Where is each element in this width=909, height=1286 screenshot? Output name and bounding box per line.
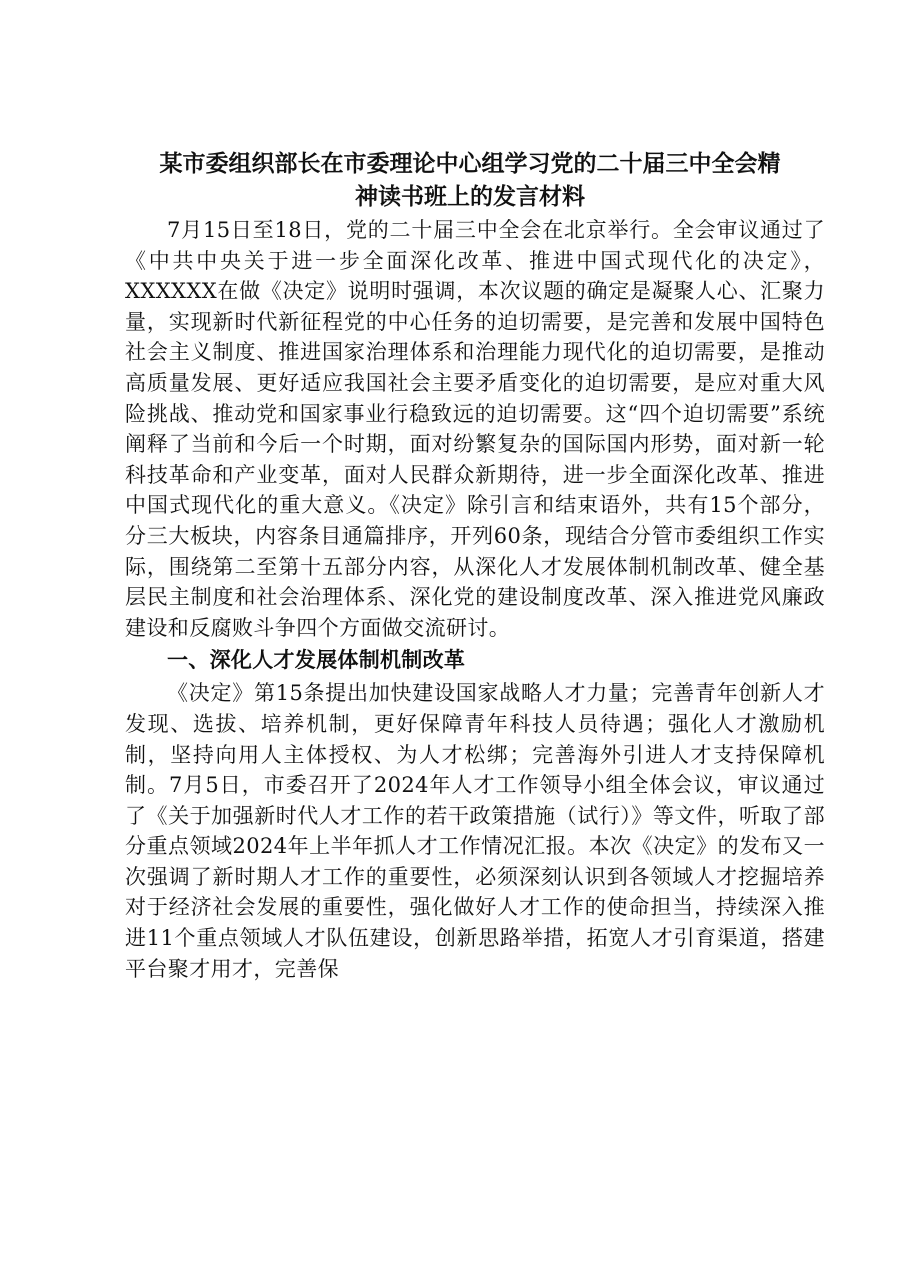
- document-body: [125, 215, 825, 984]
- body-paragraph-1: 7月15日至18日，党的二十届三中全会在北京举行。全会审议通过了《中共中央关于进一步全面深化改革、推进中国式现代化的决定》，XXXXXX在做《决定》说明时强调，本次议题的确定是凝聚人心、汇聚力量，实现新时代新征程党的中心任务的迫切需要，是完善和发展中国特色社会主义制度、推进国家治理体系和治理能力现代化的迫切需要，是推动高质量发展、更好适应我国社会主要矛盾变化的迫切需要，是应对重大风险挑战、推动党和国家事业行稳致远的迫切需要。这“四个迫切需要”系统阐释了当前和今后一个时期，面对纷繁复杂的国际国内形势，面对新一轮科技革命和产业变革，面对人民群众新期待，进一步全面深化改革、推进中国式现代化的重大意义。《决定》除引言和结束语外，共有15个部分，分三大板块，内容条目通篇排序，开列60条，现结合分管市委组织工作实际，围绕第二至第十五部分内容，从深化人才发展体制机制改革、健全基层民主制度和社会治理体系、深化党的建设制度改革、深入推进党风廉政建设和反腐败斗争四个方面做交流研讨。: [125, 218, 825, 640]
- body-paragraph-2: 《决定》第15条提出加快建设国家战略人才力量；完善青年创新人才发现、选拔、培养机制，更好保障青年科技人员待遇；强化人才激励机制，坚持向用人主体授权、为人才松绑；完善海外引进人才支持保障机制。7月5日，市委召开了2024年人才工作领导小组全体会议，审议通过了《关于加强新时代人才工作的若干政策措施（试行）》等文件，听取了部分重点领域2024年上半年抓人才工作情况汇报。本次《决定》的发布又一次强调了新时期人才工作的重要性，必须深刻认识到各领域人才挖掘培养对于经济社会发展的重要性，强化做好人才工作的使命担当，持续深入推进11个重点领域人才队伍建设，创新思路举措，拓宽人才引育渠道，搭建平台聚才用才，完善保: [125, 681, 825, 981]
- title-line-2: 神读书班上的发言材料: [355, 184, 585, 210]
- document-title: [125, 148, 815, 214]
- section-heading-1: 一、深化人才发展体制机制改革: [167, 648, 466, 673]
- title-line-1: 某市委组织部长在市委理论中心组学习党的二十届三中全会精: [159, 151, 781, 177]
